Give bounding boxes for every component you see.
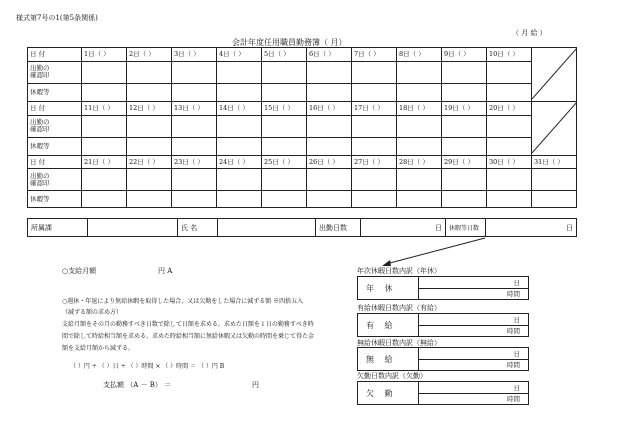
dept-field[interactable] [88, 219, 178, 237]
confirm-cell[interactable] [82, 169, 127, 191]
leave-cell[interactable] [307, 138, 352, 156]
confirm-cell[interactable] [307, 115, 352, 138]
day-cell: 7日（ ） [352, 48, 397, 62]
row-label-date: 日 付 [28, 156, 82, 169]
paid-leave-box: 有 給 日 時間 [357, 313, 529, 337]
confirm-row [28, 115, 577, 138]
confirm-cell[interactable] [352, 169, 397, 191]
confirm-cell[interactable] [397, 115, 442, 138]
leave-days-label: 休暇等日数 [446, 219, 486, 237]
leave-days-field[interactable]: 日 [486, 219, 577, 237]
monthly-pay-label: ○支給月額 [62, 267, 97, 275]
day-cell: 21日（ ） [82, 156, 127, 169]
explain-line-3: 額を支給月額から減ずる。 [62, 345, 135, 352]
day-cell: 3日（ ） [172, 48, 217, 62]
summary-row [27, 218, 577, 237]
confirm-cell[interactable] [262, 115, 307, 138]
blank-cell [532, 102, 577, 156]
leave-cell[interactable] [172, 84, 217, 102]
explain-line-1: 支給月額をその月の勤務すべき日数で除して日額を求める。求めた日額を１日の勤務すべき時 [62, 321, 314, 328]
row-label-confirm: 出勤の 確認印 [28, 115, 82, 138]
leave-cell[interactable] [82, 191, 127, 208]
leave-cell[interactable] [262, 138, 307, 156]
leave-cell[interactable] [442, 191, 487, 208]
leave-row [28, 138, 577, 156]
attendance-grid [27, 47, 577, 208]
confirm-cell[interactable] [172, 169, 217, 191]
name-field[interactable] [218, 219, 316, 237]
confirm-cell[interactable] [307, 61, 352, 84]
date-row [28, 102, 577, 116]
leave-cell[interactable] [82, 138, 127, 156]
row-label-confirm: 出勤の 確認印 [28, 61, 82, 84]
day-cell: 29日（ ） [442, 156, 487, 169]
pointer-arrow [380, 236, 490, 270]
confirm-cell[interactable] [532, 169, 577, 191]
row-label-leave: 休暇等 [28, 138, 82, 156]
leave-cell[interactable] [127, 84, 172, 102]
leave-cell[interactable] [397, 138, 442, 156]
day-cell: 12日（ ） [127, 102, 172, 116]
leave-cell[interactable] [217, 84, 262, 102]
day-cell: 22日（ ） [127, 156, 172, 169]
confirm-cell[interactable] [172, 115, 217, 138]
confirm-cell[interactable] [487, 169, 532, 191]
paid-leave-heading: 有給休暇日数内訳（有給） [357, 304, 441, 312]
date-row [28, 48, 577, 62]
confirm-cell[interactable] [127, 61, 172, 84]
reduction-method: （減ずる額の求め方） [62, 309, 123, 316]
diagonal-strike [532, 102, 577, 153]
date-row [28, 156, 577, 169]
day-cell: 17日（ ） [352, 102, 397, 116]
absence-box: 欠 勤 日 時間 [357, 381, 529, 405]
day-cell: 10日（ ） [487, 48, 532, 62]
blank-cell [532, 48, 577, 102]
annual-leave-heading: 年次休暇日数内訳（年休） [357, 267, 441, 275]
confirm-cell[interactable] [442, 115, 487, 138]
leave-cell[interactable] [217, 191, 262, 208]
confirm-row [28, 169, 577, 191]
day-cell: 23日（ ） [172, 156, 217, 169]
form-reference: 様式第7号の1(第5条関係) [16, 14, 98, 22]
leave-row [28, 191, 577, 208]
annual-leave-box: 年 休 日 時間 [357, 276, 529, 300]
confirm-cell[interactable] [397, 169, 442, 191]
dept-label: 所属課 [28, 219, 88, 237]
day-cell: 31日（ ） [532, 156, 577, 169]
leave-row [28, 84, 577, 102]
confirm-cell[interactable] [82, 61, 127, 84]
day-cell: 18日（ ） [397, 102, 442, 116]
formula: （ ）円 ÷ （ ）日 ÷ （ ）時間 × （ ）時間 ＝ （ ）円 B [70, 363, 225, 370]
reduction-note: ○週休・年退により無給休暇を取得した場合、又は欠勤をした場合に減ずる額 ※四捨五入 [62, 298, 304, 305]
day-cell: 15日（ ） [262, 102, 307, 116]
day-cell: 1日（ ） [82, 48, 127, 62]
leave-cell[interactable] [397, 84, 442, 102]
pay-type: （ 月 給 ） [512, 29, 547, 37]
box-label: 年 休 [366, 284, 397, 293]
confirm-cell[interactable] [217, 61, 262, 84]
confirm-cell[interactable] [442, 169, 487, 191]
leave-cell[interactable] [352, 84, 397, 102]
day-cell: 16日（ ） [307, 102, 352, 116]
row-label-leave: 休暇等 [28, 84, 82, 102]
day-cell: 13日（ ） [172, 102, 217, 116]
leave-cell[interactable] [487, 191, 532, 208]
leave-cell[interactable] [82, 84, 127, 102]
work-days-field[interactable]: 日 [361, 219, 446, 237]
confirm-cell[interactable] [352, 61, 397, 84]
day-cell: 28日（ ） [397, 156, 442, 169]
leave-cell[interactable] [127, 191, 172, 208]
box-label: 有 給 [366, 321, 397, 330]
box-label: 欠 勤 [366, 389, 397, 398]
day-cell: 8日（ ） [397, 48, 442, 62]
day-cell: 27日（ ） [352, 156, 397, 169]
row-label-date: 日 付 [28, 102, 82, 116]
day-cell: 6日（ ） [307, 48, 352, 62]
day-cell: 25日（ ） [262, 156, 307, 169]
leave-cell[interactable] [307, 191, 352, 208]
unpaid-leave-heading: 無給休暇日数内訳（無給） [357, 339, 441, 347]
confirm-cell[interactable] [217, 115, 262, 138]
confirm-cell[interactable] [442, 61, 487, 84]
confirm-cell[interactable] [127, 115, 172, 138]
confirm-row [28, 61, 577, 84]
confirm-cell[interactable] [262, 169, 307, 191]
leave-cell[interactable] [532, 191, 577, 208]
row-label-leave: 休暇等 [28, 191, 82, 208]
diagonal-strike [532, 48, 577, 99]
day-cell: 20日（ ） [487, 102, 532, 116]
day-cell: 14日（ ） [217, 102, 262, 116]
leave-cell[interactable] [262, 191, 307, 208]
day-cell: 30日（ ） [487, 156, 532, 169]
confirm-cell[interactable] [487, 115, 532, 138]
confirm-cell[interactable] [352, 115, 397, 138]
leave-cell[interactable] [487, 138, 532, 156]
row-label-confirm: 出勤の 確認印 [28, 169, 82, 191]
explain-line-2: 間で除して時給相当額を求める。求めた時給相当額に無給休暇又は欠勤の時間を乗じて得た金 [62, 333, 315, 340]
day-cell: 2日（ ） [127, 48, 172, 62]
day-cell: 9日（ ） [442, 48, 487, 62]
leave-cell[interactable] [442, 84, 487, 102]
unpaid-leave-box: 無 給 日 時間 [357, 347, 529, 371]
leave-cell[interactable] [262, 84, 307, 102]
leave-cell[interactable] [442, 138, 487, 156]
confirm-cell[interactable] [172, 61, 217, 84]
day-cell: 4日（ ） [217, 48, 262, 62]
confirm-cell[interactable] [397, 61, 442, 84]
leave-cell[interactable] [172, 138, 217, 156]
absence-heading: 欠勤日数内訳（欠勤） [357, 372, 427, 380]
day-cell: 19日（ ） [442, 102, 487, 116]
row-label-date: 日 付 [28, 48, 82, 62]
leave-cell[interactable] [307, 84, 352, 102]
confirm-cell[interactable] [217, 169, 262, 191]
day-cell: 11日（ ） [82, 102, 127, 116]
confirm-cell[interactable] [127, 169, 172, 191]
confirm-cell[interactable] [487, 61, 532, 84]
confirm-cell[interactable] [307, 169, 352, 191]
name-label: 氏 名 [178, 219, 218, 237]
box-label: 無 給 [366, 355, 397, 364]
leave-cell[interactable] [352, 138, 397, 156]
leave-cell[interactable] [352, 191, 397, 208]
pay-amount-label: 支払額 （A － B） ＝ [103, 381, 172, 389]
work-days-label: 出勤日数 [316, 219, 361, 237]
day-cell: 5日（ ） [262, 48, 307, 62]
leave-cell[interactable] [397, 191, 442, 208]
leave-cell[interactable] [172, 191, 217, 208]
day-cell: 26日（ ） [307, 156, 352, 169]
page-title: 会計年度任用職員勤務簿（ 月） [232, 38, 347, 47]
leave-cell[interactable] [487, 84, 532, 102]
confirm-cell[interactable] [82, 115, 127, 138]
leave-cell[interactable] [127, 138, 172, 156]
yen-a: 円 A [158, 267, 173, 275]
day-cell: 24日（ ） [217, 156, 262, 169]
leave-cell[interactable] [217, 138, 262, 156]
yen: 円 [252, 381, 259, 389]
confirm-cell[interactable] [262, 61, 307, 84]
